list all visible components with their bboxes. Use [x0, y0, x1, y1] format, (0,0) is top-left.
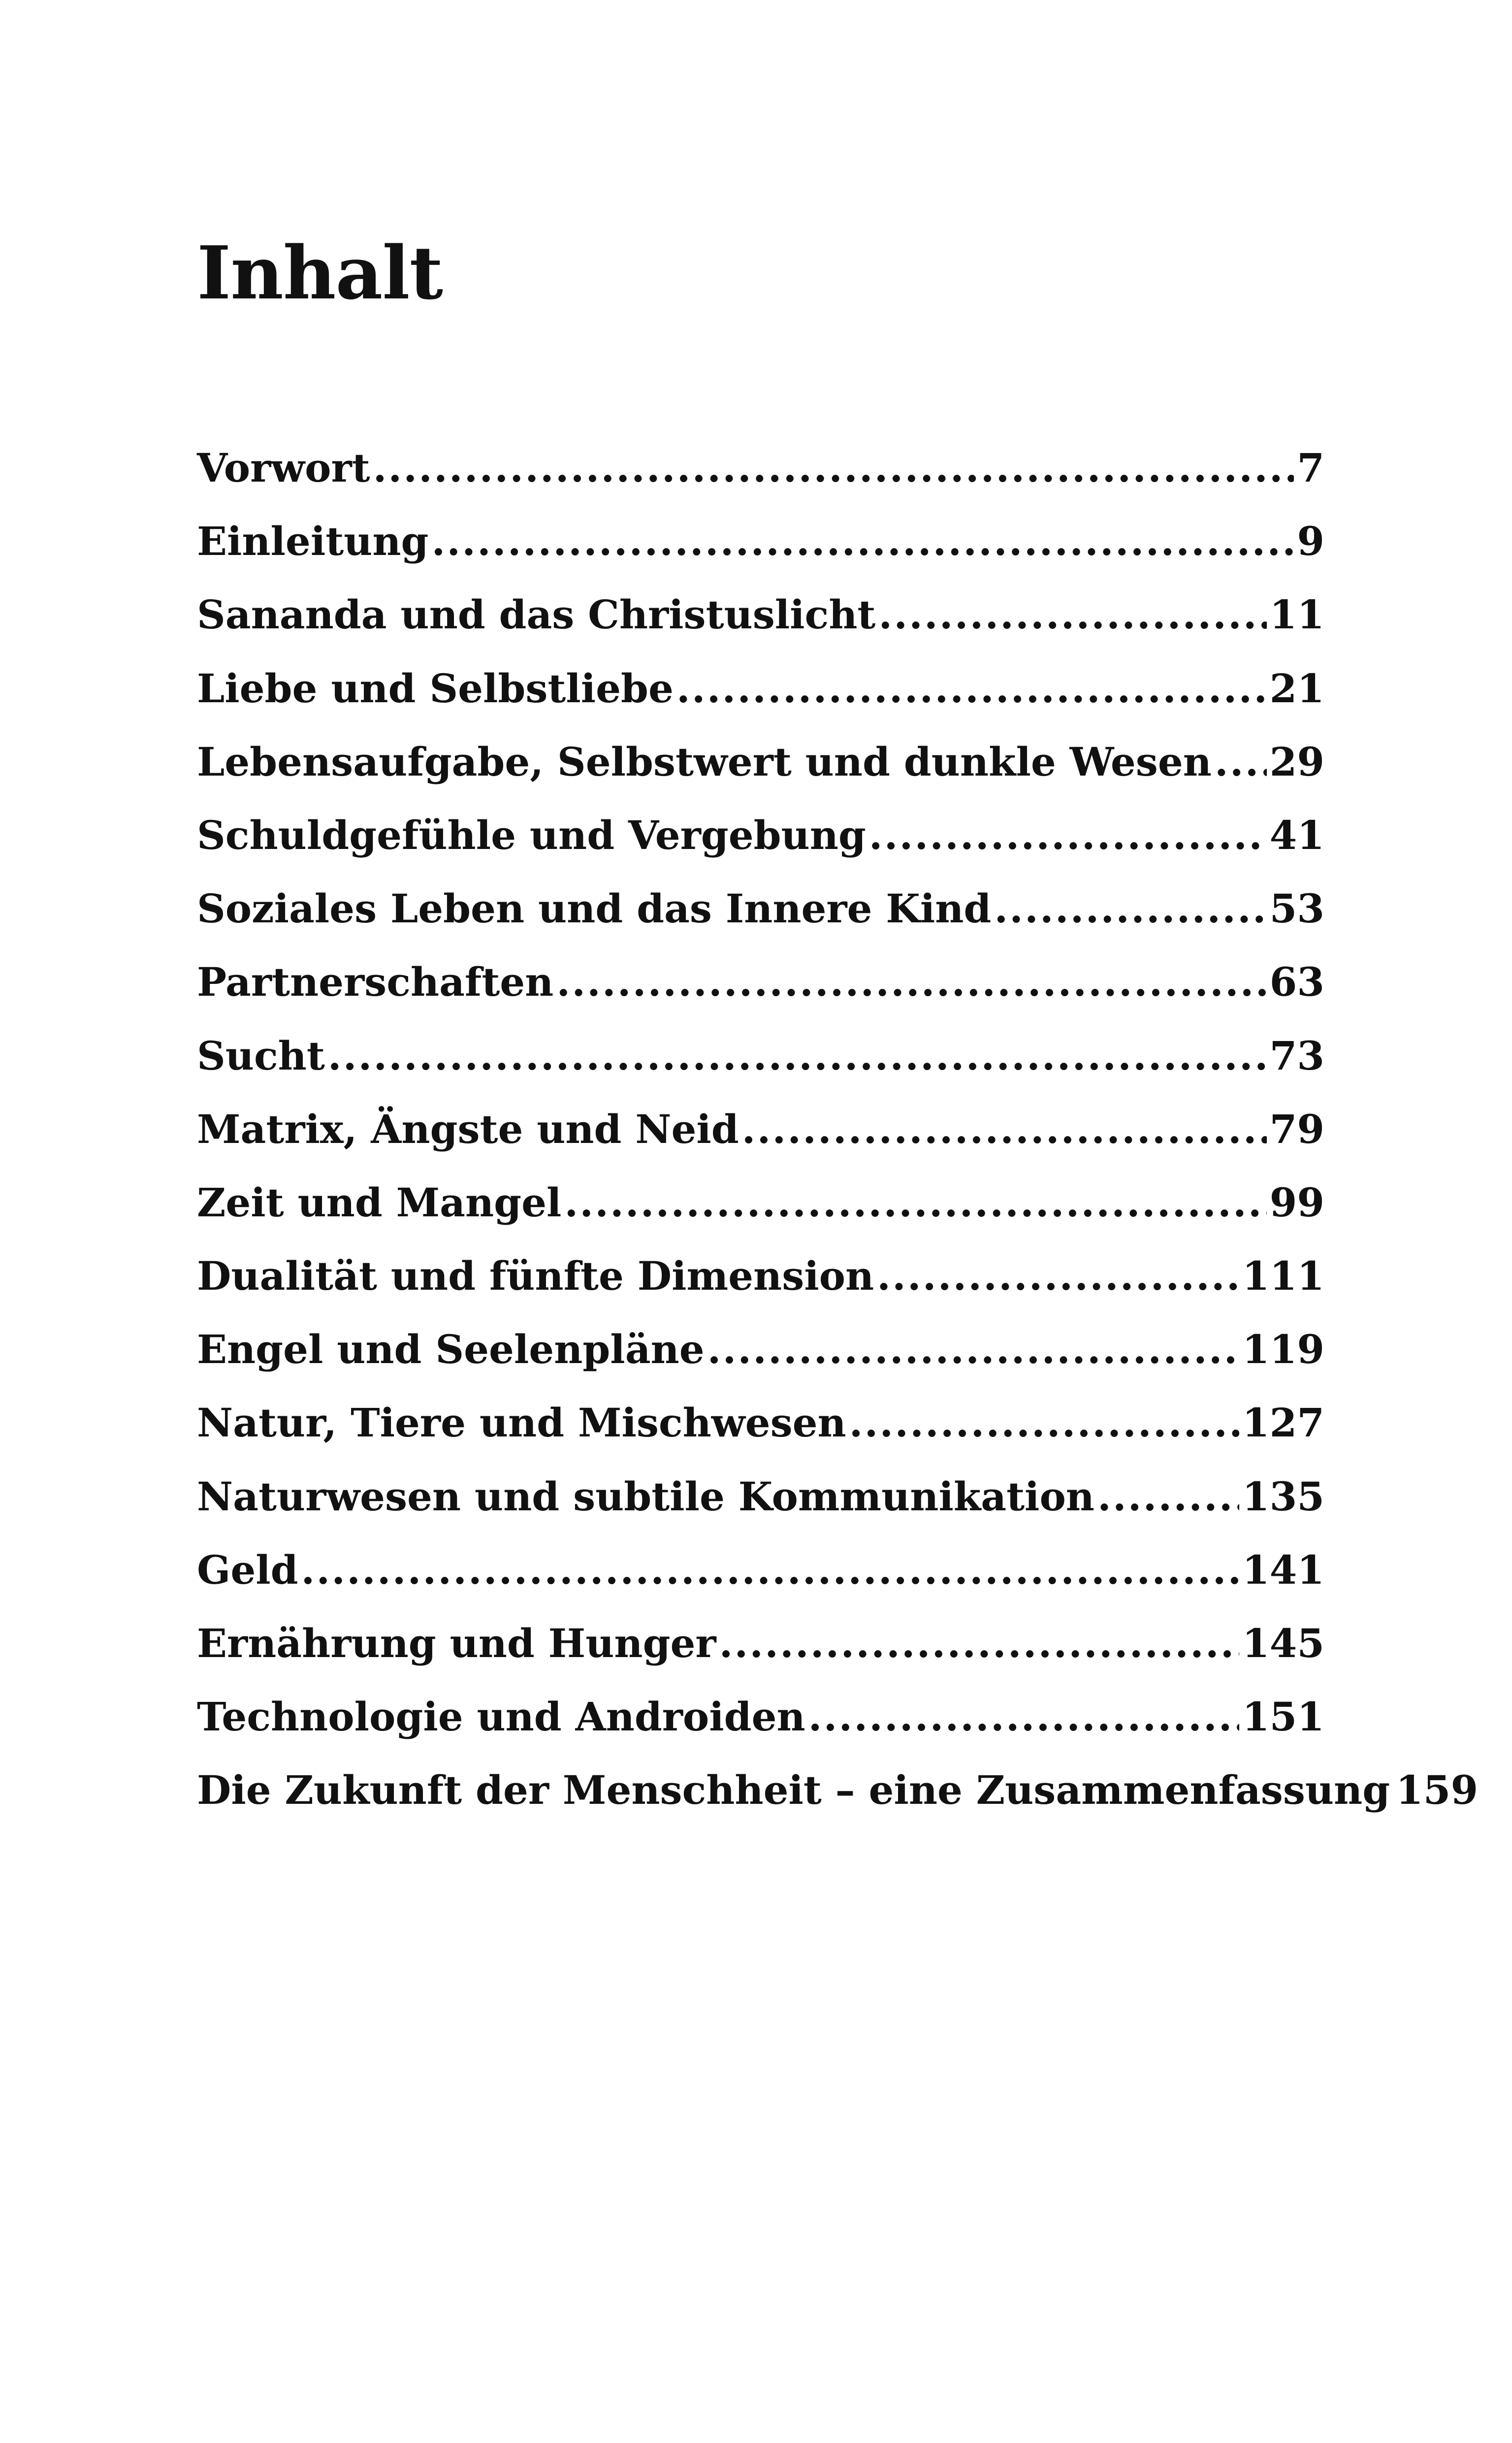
toc-entry-title: Geld — [197, 1546, 298, 1593]
toc-entry[interactable] — [197, 1545, 1324, 1619]
toc-page-number: 11 — [1269, 591, 1324, 638]
toc-page-number: 63 — [1269, 959, 1324, 1006]
toc-entry[interactable] — [197, 1472, 1324, 1545]
toc-entry[interactable] — [197, 443, 1324, 517]
toc-page-number: 73 — [1269, 1032, 1324, 1079]
toc-page-number: 135 — [1242, 1473, 1324, 1520]
toc-entry[interactable] — [197, 1031, 1324, 1105]
toc-entry[interactable] — [197, 1619, 1324, 1692]
toc-page-number: 53 — [1269, 885, 1324, 932]
toc-dot-leader — [676, 664, 1267, 713]
toc-dot-leader — [878, 590, 1266, 639]
toc-dot-leader — [877, 1251, 1239, 1301]
toc-dot-leader — [849, 1398, 1239, 1447]
toc-entry-title: Einleitung — [197, 518, 429, 565]
toc-entry-title: Matrix, Ängste und Neid — [197, 1106, 739, 1152]
toc-dot-leader — [1097, 1472, 1239, 1521]
toc-entry-title: Schuldgefühle und Vergebung — [197, 812, 866, 858]
toc-page-number: 145 — [1242, 1620, 1324, 1666]
toc-entry[interactable] — [197, 811, 1324, 884]
toc-entry[interactable] — [197, 884, 1324, 957]
toc-entry[interactable] — [197, 590, 1324, 663]
toc-page-number: 119 — [1242, 1326, 1324, 1373]
toc-entry-title: Technologie und Androiden — [197, 1694, 805, 1740]
toc-entry-title: Liebe und Selbstliebe — [197, 665, 674, 712]
toc-dot-leader — [1215, 737, 1267, 786]
toc-page-number: 41 — [1269, 812, 1324, 858]
toc-entry-title: Dualität und fünfte Dimension — [197, 1253, 874, 1300]
toc-dot-leader — [301, 1545, 1239, 1595]
toc-page-number: 79 — [1269, 1106, 1324, 1152]
toc-page-number: 111 — [1242, 1253, 1324, 1300]
page-title: Inhalt — [197, 230, 443, 316]
toc-entry-title: Zeit und Mangel — [197, 1179, 562, 1226]
toc-page-number: 9 — [1297, 518, 1324, 565]
toc-entry[interactable] — [197, 1692, 1324, 1765]
toc-dot-leader — [719, 1619, 1239, 1668]
toc-page-number: 29 — [1269, 738, 1324, 785]
toc-entry-title: Sananda und das Christuslicht — [197, 591, 876, 638]
toc-dot-leader — [431, 517, 1294, 566]
toc-page-number: 151 — [1242, 1694, 1324, 1740]
toc-dot-leader — [564, 1178, 1266, 1227]
toc-entry[interactable] — [197, 664, 1324, 737]
toc-entry-title: Naturwesen und subtile Kommunikation — [197, 1473, 1094, 1520]
toc-dot-leader — [556, 957, 1266, 1007]
toc-entry-title: Sucht — [197, 1032, 325, 1079]
toc-entry[interactable] — [197, 1765, 1479, 1839]
toc-page-number: 159 — [1396, 1767, 1479, 1814]
toc-dot-leader — [708, 1325, 1239, 1374]
toc-entry-title: Die Zukunft der Menschheit – eine Zusammenfassung — [197, 1767, 1390, 1814]
toc-entry-title: Vorwort — [197, 445, 370, 491]
toc-page-number: 21 — [1269, 665, 1324, 712]
toc-entry[interactable] — [197, 1251, 1324, 1325]
toc-entry[interactable] — [197, 1105, 1324, 1178]
toc-dot-leader — [742, 1105, 1267, 1154]
toc-page-number: 99 — [1269, 1179, 1324, 1226]
toc-entry-title: Soziales Leben und das Innere Kind — [197, 885, 992, 932]
table-of-contents — [197, 443, 1479, 1839]
toc-entry-title: Lebensaufgabe, Selbstwert und dunkle Wesen — [197, 738, 1212, 785]
toc-entry-title: Natur, Tiere und Mischwesen — [197, 1400, 846, 1446]
toc-dot-leader — [328, 1031, 1267, 1080]
toc-entry[interactable] — [197, 1178, 1324, 1251]
toc-page-number: 127 — [1242, 1400, 1324, 1446]
toc-entry-title: Engel und Seelenpläne — [197, 1326, 705, 1373]
toc-dot-leader — [994, 884, 1266, 933]
toc-entry-title: Ernährung und Hunger — [197, 1620, 716, 1666]
toc-entry[interactable] — [197, 1398, 1324, 1471]
toc-entry-title: Partnerschaften — [197, 959, 554, 1006]
toc-entry[interactable] — [197, 517, 1324, 590]
toc-entry[interactable] — [197, 1325, 1324, 1398]
toc-page-number: 7 — [1297, 445, 1324, 491]
toc-dot-leader — [869, 811, 1267, 860]
toc-page-number: 141 — [1242, 1546, 1324, 1593]
toc-entry[interactable] — [197, 737, 1324, 811]
toc-dot-leader — [808, 1692, 1239, 1741]
toc-entry[interactable] — [197, 957, 1324, 1031]
toc-dot-leader — [373, 443, 1294, 492]
